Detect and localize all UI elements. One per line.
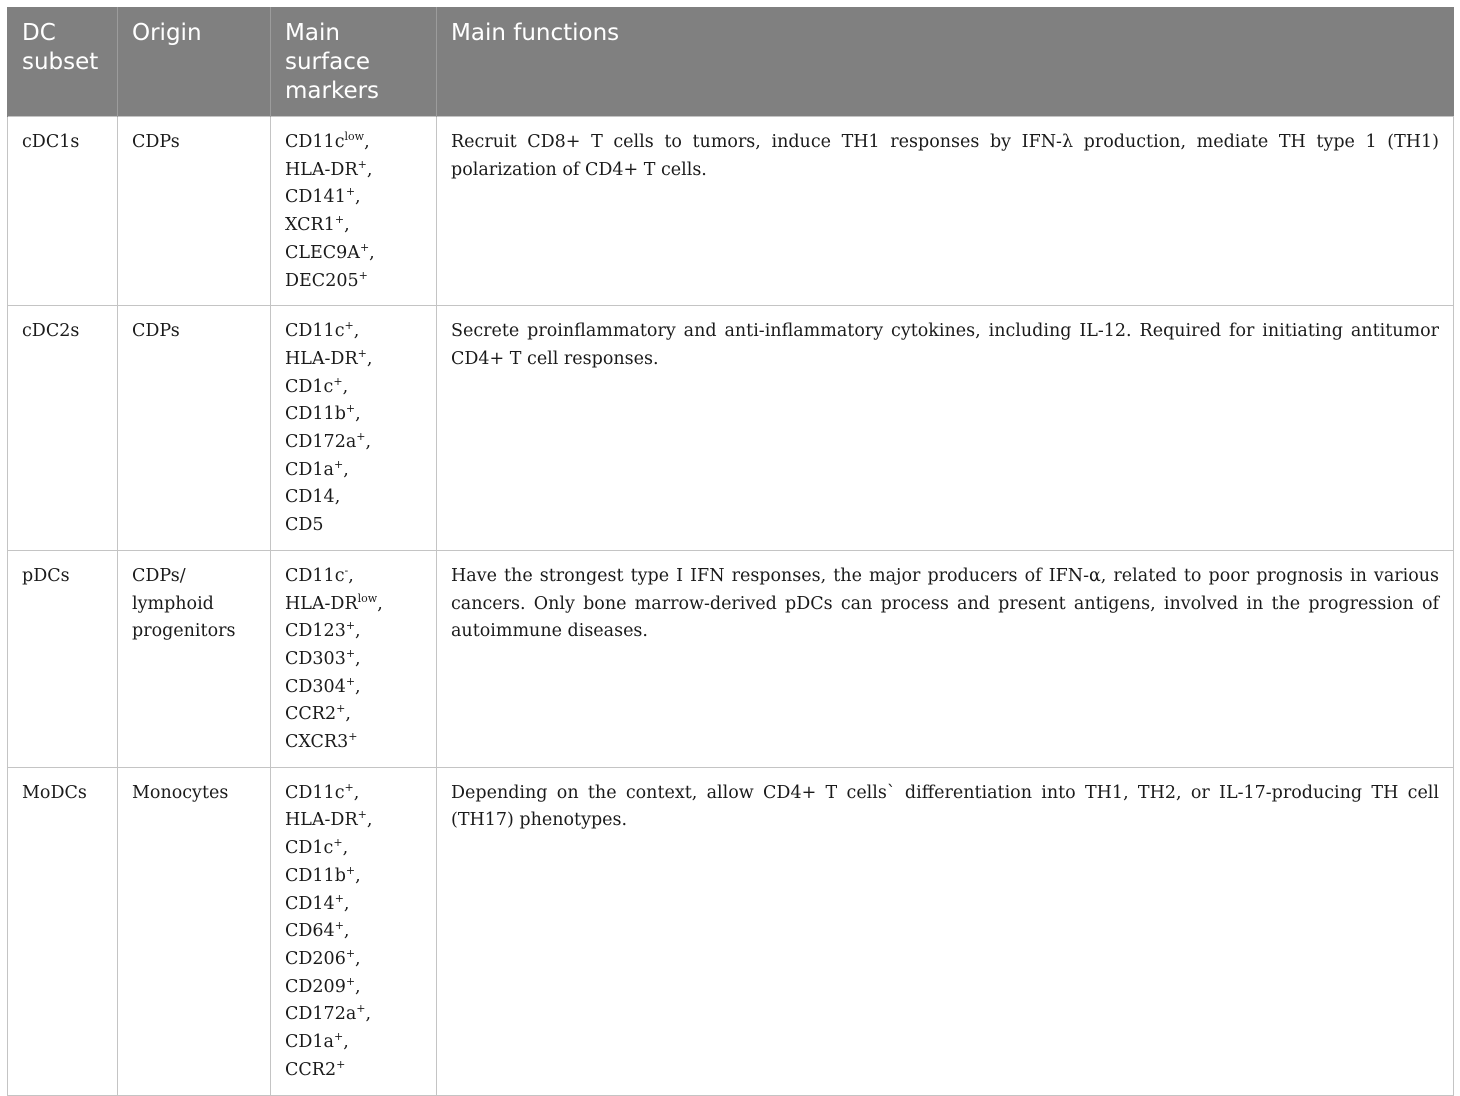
marker-name: CD14 (285, 487, 335, 508)
surface-marker (285, 1057, 422, 1085)
surface-marker (285, 429, 422, 457)
marker-name: HLA-DR (285, 593, 358, 614)
marker-separator: , (343, 459, 349, 480)
marker-name: CD11c (285, 782, 345, 803)
surface-marker (285, 184, 422, 212)
marker-name: CCR2 (285, 704, 337, 725)
surface-marker (285, 918, 422, 946)
origin-line: lymphoid (132, 593, 214, 614)
marker-separator: , (355, 676, 361, 697)
marker-expression: + (356, 430, 366, 444)
marker-separator: , (353, 321, 360, 342)
origin-line: CDPs (132, 321, 180, 342)
marker-expression: + (334, 457, 344, 471)
marker-separator: , (366, 348, 373, 369)
cell-origin (118, 117, 271, 306)
cell-subset: cDC1s (8, 117, 118, 306)
marker-expression: + (345, 185, 356, 199)
cell-subset: cDC2s (8, 306, 118, 551)
surface-marker (285, 835, 422, 863)
cell-function: Recruit CD8+ T cells to tumors, induce TH1 responses by IFN-λ production, mediate TH type 1 (TH1) polarization of CD4+ T cells. (437, 117, 1454, 306)
marker-expression: + (333, 836, 343, 850)
marker-expression: + (344, 780, 354, 794)
surface-marker (285, 374, 422, 402)
marker-name: CD11c (285, 321, 345, 342)
cell-origin (118, 306, 271, 551)
marker-name: CD304 (285, 676, 346, 697)
surface-marker (285, 563, 422, 591)
header-origin: Origin (118, 7, 271, 117)
cell-markers (271, 550, 437, 767)
surface-marker (285, 974, 422, 1002)
marker-separator: , (369, 242, 375, 263)
marker-separator: , (345, 704, 351, 725)
marker-expression: low (344, 130, 365, 143)
marker-name: CD209 (285, 976, 346, 997)
surface-marker (285, 591, 422, 619)
marker-expression: + (357, 346, 367, 360)
marker-expression: + (358, 268, 368, 282)
marker-name: XCR1 (285, 215, 335, 236)
header-markers-line3: markers (285, 78, 380, 104)
marker-expression: + (348, 730, 358, 744)
marker-expression: + (334, 891, 344, 905)
surface-marker (285, 401, 422, 429)
marker-name: CD11c (285, 565, 345, 586)
table-header (8, 7, 1454, 117)
marker-name: CD206 (285, 948, 346, 969)
marker-expression: + (334, 919, 344, 933)
origin-line: CDPs/ (132, 565, 186, 586)
surface-marker (285, 346, 422, 374)
cell-origin (118, 550, 271, 767)
marker-expression: + (336, 702, 346, 716)
marker-name: CD14 (285, 893, 335, 914)
cell-subset: pDCs (8, 550, 118, 767)
marker-name: HLA-DR (285, 348, 358, 369)
marker-expression: + (357, 808, 367, 822)
surface-marker (285, 729, 422, 757)
marker-separator: , (342, 838, 349, 859)
cell-function: Have the strongest type I IFN responses, the major producers of IFN-α, related to poor prognosis in various cancers. Only bone marrow-derived pDCs can process and present antigens, involved in the progression of autoimmune diseases. (437, 550, 1454, 767)
marker-expression: + (345, 402, 356, 416)
marker-name: CD172a (285, 1004, 357, 1025)
marker-name: CD123 (285, 621, 346, 642)
marker-separator: , (344, 215, 350, 236)
marker-separator: , (348, 565, 354, 586)
marker-name: CD1a (285, 1032, 334, 1053)
surface-marker (285, 318, 422, 346)
table-row (8, 306, 1454, 551)
surface-marker (285, 129, 422, 157)
cell-function: Secrete proinflammatory and anti-inflammatory cytokines, including IL-12. Required for initiating antitumor CD4+ T cell responses. (437, 306, 1454, 551)
marker-separator: , (355, 404, 361, 425)
surface-marker (285, 807, 422, 835)
marker-expression: + (344, 319, 354, 333)
surface-marker (285, 457, 422, 485)
marker-expression: + (359, 240, 370, 254)
header-dc-subset-line2: subset (22, 49, 99, 75)
origin-line: progenitors (132, 621, 236, 642)
marker-separator: , (365, 1004, 372, 1025)
marker-name: CD141 (285, 187, 346, 208)
marker-name: CD11c (285, 132, 345, 152)
surface-marker (285, 701, 422, 729)
marker-separator: , (355, 187, 361, 208)
header-markers-line1: Main (285, 20, 340, 46)
marker-expression: + (357, 157, 367, 171)
marker-separator: , (343, 893, 350, 914)
header-row (8, 7, 1454, 117)
marker-name: CLEC9A (285, 242, 360, 263)
cell-markers (271, 767, 437, 1095)
surface-marker (285, 268, 422, 296)
dc-subsets-table (7, 7, 1454, 1096)
cell-function: Depending on the context, allow CD4+ T cells` differentiation into TH1, TH2, or IL-17-producing TH cell (TH17) phenotypes. (437, 767, 1454, 1095)
marker-name: CD172a (285, 432, 357, 453)
surface-marker (285, 1029, 422, 1057)
marker-separator: , (355, 976, 361, 997)
marker-name: CCR2 (285, 1059, 337, 1080)
surface-marker (285, 891, 422, 919)
marker-expression: low (357, 591, 378, 605)
marker-name: DEC205 (285, 270, 359, 291)
marker-expression: + (356, 1002, 366, 1016)
marker-name: CD5 (285, 515, 324, 536)
header-dc-subset (8, 7, 118, 117)
marker-separator: , (377, 593, 383, 614)
origin-line: CDPs (132, 132, 180, 152)
surface-marker (285, 946, 422, 974)
marker-name: CD64 (285, 921, 335, 942)
marker-separator: , (366, 159, 373, 180)
marker-expression: + (345, 863, 356, 877)
header-markers (271, 7, 437, 117)
cell-markers (271, 117, 437, 306)
surface-marker (285, 618, 422, 646)
surface-marker (285, 1001, 422, 1029)
surface-marker (285, 157, 422, 185)
surface-marker (285, 512, 422, 540)
header-dc-subset-line1: DC (22, 20, 56, 46)
marker-expression: + (345, 619, 356, 633)
marker-separator: , (365, 432, 372, 453)
marker-name: CD11b (285, 404, 346, 425)
marker-expression: + (345, 974, 356, 988)
marker-expression: + (345, 646, 356, 660)
table-body (8, 117, 1454, 1096)
marker-expression: + (345, 946, 356, 960)
surface-marker (285, 484, 422, 512)
marker-name: CD303 (285, 648, 346, 669)
marker-separator: , (355, 948, 361, 969)
marker-name: CD1c (285, 376, 334, 397)
marker-expression: + (336, 1057, 346, 1071)
marker-separator: , (343, 921, 350, 942)
marker-separator: , (334, 487, 341, 508)
marker-separator: , (355, 865, 361, 886)
marker-expression: + (334, 213, 345, 227)
marker-name: CD1c (285, 838, 334, 859)
table-row (8, 767, 1454, 1095)
surface-marker (285, 863, 422, 891)
marker-separator: , (353, 782, 360, 803)
marker-name: CXCR3 (285, 732, 349, 753)
surface-marker (285, 780, 422, 808)
marker-separator: , (342, 376, 349, 397)
marker-name: HLA-DR (285, 810, 358, 831)
cell-subset: MoDCs (8, 767, 118, 1095)
surface-marker (285, 646, 422, 674)
marker-separator: , (343, 1032, 349, 1053)
cell-markers (271, 306, 437, 551)
marker-name: HLA-DR (285, 159, 358, 180)
surface-marker (285, 240, 422, 268)
marker-expression: + (345, 674, 356, 688)
table-row (8, 117, 1454, 306)
origin-line: Monocytes (132, 782, 229, 803)
marker-expression: + (333, 374, 343, 388)
surface-marker (285, 674, 422, 702)
marker-expression: + (334, 1030, 344, 1044)
header-functions: Main functions (437, 7, 1454, 117)
marker-separator: , (364, 132, 370, 152)
table-row (8, 550, 1454, 767)
header-markers-line2: surface (285, 49, 371, 75)
marker-separator: , (355, 621, 361, 642)
cell-origin (118, 767, 271, 1095)
marker-expression: - (344, 563, 349, 577)
surface-marker (285, 212, 422, 240)
marker-name: CD1a (285, 459, 334, 480)
marker-separator: , (355, 648, 361, 669)
marker-name: CD11b (285, 865, 346, 886)
marker-separator: , (366, 810, 373, 831)
